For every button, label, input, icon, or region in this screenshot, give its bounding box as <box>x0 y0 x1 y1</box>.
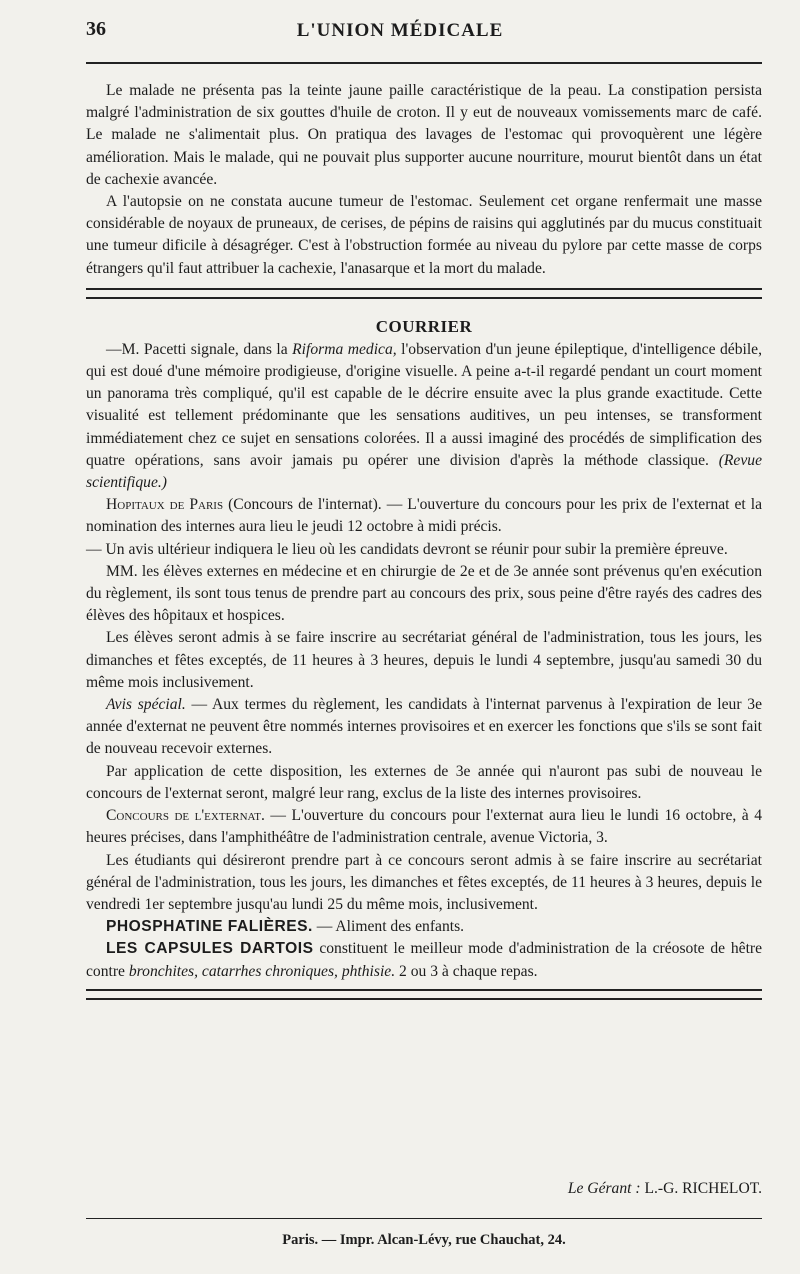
product-name: LES CAPSULES DARTOIS <box>106 940 314 958</box>
section-title-courrier: COURRIER <box>375 316 473 336</box>
section-divider <box>86 288 762 299</box>
header-rule <box>86 62 762 64</box>
courrier-paragraph: Les élèves seront admis à se faire inscrire au secrétariat général de l'administration, tous les jours, les dimanches et fêtes exceptés, de 11 heures à 3 heures, depuis le lundi 4 septembre, jusqu'au samedi 30 du même mois inclusivement. <box>86 629 762 691</box>
footer-divider <box>86 989 762 1000</box>
courrier-paragraph: MM. les élèves externes en médecine et en chirurgie de 2e et de 3e année sont prévenus qu'en exécution du règlement, ils sont tous tenus de prendre part au concours des prix, sous peine d'être rayés des cadres des élèves des hôpitaux et hospices. <box>86 562 762 625</box>
page-number: 36 <box>86 18 106 40</box>
courrier-paragraph: Les étudiants qui désireront prendre part à ce concours seront admis à se faire inscrire au secrétariat général de l'administration, tous les jours, les dimanches et fêtes exceptés, de 11 heures à 3 heures, depuis le vendredi 1er septembre jusqu'au lundi 25 du même mois, inclusivement. <box>86 851 762 913</box>
courrier-paragraph: — Un avis ultérieur indiquera le lieu où les candidats devront se réunir pour subir la première épreuve. <box>86 540 728 558</box>
courrier-paragraph: —M. Pacetti signale, dans la Riforma medica, l'observation d'un jeune épileptique, d'intelligence débile, qui est doué d'une mémoire prodigieuse, d'origine visuelle. A peine a-t-il regardé pendant un court moment un panorama très compliqué, qu'il est capable de le décrire ensuite avec la plus grande exactitude. Cette visualité est tellement prédominante que les sensations auditives, un peu intenses, se transforment immédiatement chez ce sujet en sensations colorées. Il a aussi imaginé des procédés de simplification des quatre opérations, sans avoir jamais pu opérer une division d'après la méthode classique. (Revue scientifique.) <box>86 340 762 492</box>
article-body <box>86 80 762 1000</box>
imprint-rule <box>86 1218 762 1219</box>
paragraph-lead: Concours de l'externat. <box>106 807 265 825</box>
product-name: PHOSPHATINE FALIÈRES. <box>106 918 313 936</box>
journal-name: Riforma medica, <box>292 340 397 358</box>
courrier-paragraph: Concours de l'externat. — L'ouverture du concours pour l'externat aura lieu le lundi 16 octobre, à 4 heures précises, dans l'amphithéâtre de l'administration centrale, avenue Victoria, 3. <box>86 807 762 847</box>
courrier-paragraph: Par application de cette disposition, les externes de 3e année qui n'auront pas subi de nouveau le concours de l'externat seront, malgré leur rang, exclus de la liste des internes provisoires. <box>86 762 762 802</box>
case-paragraph: A l'autopsie on ne constata aucune tumeur de l'estomac. Seulement cet organe renfermait une masse considérable de noyaux de pruneaux, de cerises, de pépins de raisins qui agglutinés par du mucus constituait une tumeur dificile à désagréger. C'est à l'obstruction formée au niveau du pylore par cette masse de corps étrangers qu'il faut attribuer la cachexie, l'anasarque et la mort du malade. <box>86 193 762 277</box>
case-paragraph: Le malade ne présenta pas la teinte jaune paille caractéristique de la peau. La constipation persista malgré l'administration de six gouttes d'huile de croton. Il y eut de nouveaux vomissements marc de café. Le malade ne s'alimentait plus. On pratiqua des lavages de l'estomac qui provoquèrent une légère amélioration. Mais le malade, qui ne pouvait plus supporter aucune nourriture, mourut bientôt dans un état de cachexie avancée. <box>86 82 762 188</box>
courrier-paragraph: Avis spécial. — Aux termes du règlement, les candidats à l'internat parvenus à l'expiration de leur 3e année d'externat ne peuvent être nommés internes provisoires et en exercer les fonctions que s'ils se sont fait de nouveau recevoir externes. <box>86 696 762 758</box>
courrier-paragraph: Hopitaux de Paris (Concours de l'internat). — L'ouverture du concours pour les prix de l'externat et la nomination des internes aura lieu le jeudi 12 octobre à midi précis. <box>86 496 762 536</box>
paragraph-lead: Avis spécial. <box>106 696 186 714</box>
journal-title: L'UNION MÉDICALE <box>296 20 504 41</box>
gerant-signature: Le Gérant : L.-G. RICHELOT. <box>567 1180 762 1197</box>
advertisement-phosphatine: PHOSPHATINE FALIÈRES. — Aliment des enfants. <box>106 918 465 936</box>
source-citation: (Revue scientifique.) <box>86 451 762 492</box>
printer-imprint: Paris. — Impr. Alcan-Lévy, rue Chauchat, 24. <box>282 1232 566 1248</box>
paragraph-lead: Hopitaux de Paris <box>106 496 224 514</box>
advertisement-capsules: LES CAPSULES DARTOIS constituent le meilleur mode d'administration de la créosote de hêtre contre bronchites, catarrhes chroniques, phthisie. 2 ou 3 à chaque repas. <box>86 940 763 980</box>
